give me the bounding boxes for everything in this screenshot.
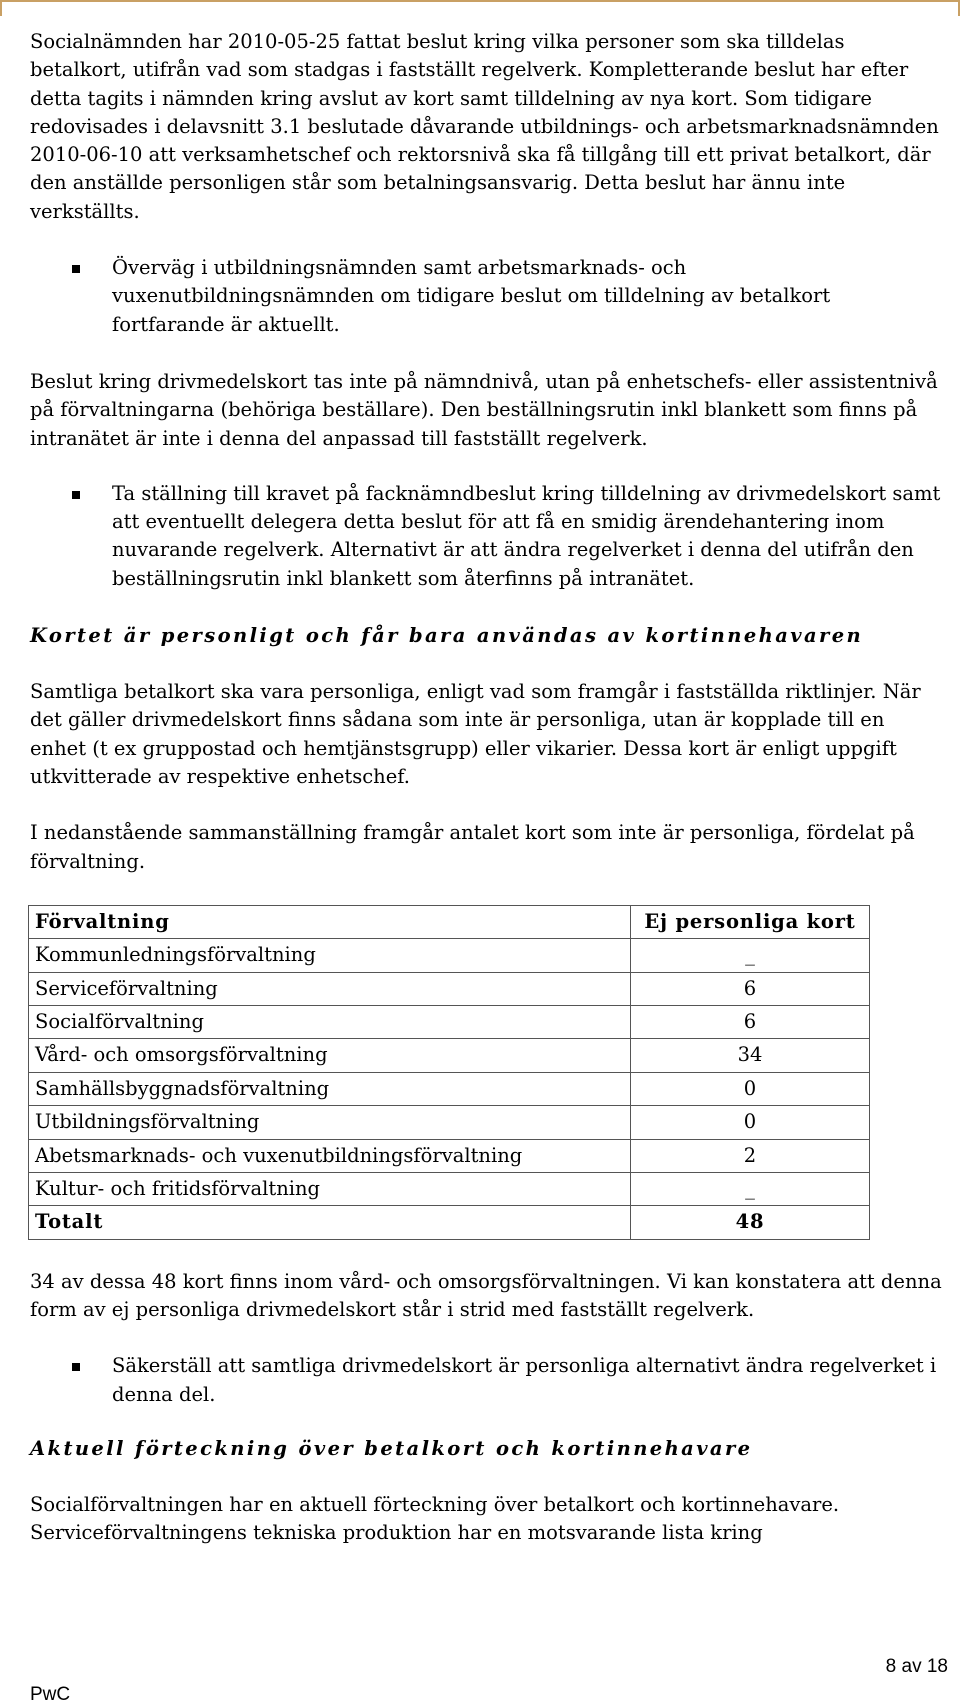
crop-mark-left <box>0 0 2 16</box>
table-row <box>29 1106 870 1139</box>
table-cell: Serviceförvaltning <box>29 972 631 1005</box>
paragraph-sammanstallning: I nedanstående sammanställning framgår antalet kort som inte är personliga, fördelat på förvaltning. <box>30 821 915 873</box>
table-header-cell: Ej personliga kort <box>631 905 870 938</box>
table-cell: Socialförvaltning <box>29 1006 631 1039</box>
table-row <box>29 972 870 1005</box>
table-row <box>29 1173 870 1206</box>
table-cell: 2 <box>631 1139 870 1172</box>
document-body <box>30 28 942 1548</box>
paragraph-drivmedelskort: Beslut kring drivmedelskort tas inte på nämndnivå, utan på enhetschefs- eller assistentnivå på förvaltningarna (behöriga beställare). Den beställningsrutin inkl blankett som finns på intranätet är inte i denna del anpassad till fastställt regelverk. <box>30 369 938 450</box>
paragraph-vard-omsorg: 34 av dessa 48 kort finns inom vård- och omsorgsförvaltningen. Vi kan konstatera att denna form av ej personliga drivmedelskort står i strid med fastställt regelverk. <box>30 1269 942 1322</box>
table-total-row <box>29 1206 870 1239</box>
table-cell: Totalt <box>29 1206 631 1239</box>
table-cell: 0 <box>631 1072 870 1105</box>
recommendation-bullet-3 <box>112 1352 942 1409</box>
section-heading-personligt-kort: Kortet är personligt och får bara användas av kortinnehavaren <box>30 624 864 648</box>
page-top-rule <box>0 0 960 16</box>
table-cell: 6 <box>631 972 870 1005</box>
table-cell: 34 <box>631 1039 870 1072</box>
recommendation-text: Säkerställ att samtliga drivmedelskort är personliga alternativt ändra regelverket i denna del. <box>112 1354 937 1406</box>
table-cell: _ <box>631 1173 870 1206</box>
section-heading-forteckning: Aktuell förteckning över betalkort och kortinnehavare <box>30 1437 753 1461</box>
table-row <box>29 1072 870 1105</box>
paragraph-personliga-kort: Samtliga betalkort ska vara personliga, enligt vad som framgår i fastställda riktlinjer. När det gäller drivmedelskort finns sådana som inte är personliga, utan är kopplade till en enhet (t ex gruppostad och hemtjänstsgrupp) eller vikarier. Dessa kort är enligt uppgift utkvitterade av respektive enhetschef. <box>30 680 921 788</box>
table-cell: Kultur- och fritidsförvaltning <box>29 1173 631 1206</box>
square-bullet-icon <box>72 491 80 499</box>
square-bullet-icon <box>72 265 80 273</box>
paragraph-forteckning: Socialförvaltningen har en aktuell förteckning över betalkort och kortinnehavare. Serviceförvaltningens tekniska produktion har en motsvarande lista kring <box>30 1493 840 1545</box>
table-header-cell: Förvaltning <box>29 905 631 938</box>
table-cell: Kommunledningsförvaltning <box>29 939 631 972</box>
table-cell: Abetsmarknads- och vuxenutbildningsförvaltning <box>29 1139 631 1172</box>
table-header-row <box>29 905 870 938</box>
table-cell: 6 <box>631 1006 870 1039</box>
table-cell: 48 <box>631 1206 870 1239</box>
table-row <box>29 1139 870 1172</box>
table-cell: Utbildningsförvaltning <box>29 1106 631 1139</box>
paragraph-betalkort-beslut: Socialnämnden har 2010-05-25 fattat beslut kring vilka personer som ska tilldelas betalkort, utifrån vad som stadgas i fastställt regelverk. Kompletterande beslut har efter detta tagits i nämnden kring avslut av kort samt tilldelning av nya kort. Som tidigare redovisades i delavsnitt 3.1 beslutade dåvarande utbildnings- och arbetsmarknadsnämnden 2010-06-10 att verksamhetschef och rektorsnivå ska få tillgång till ett privat betalkort, där den anställde personligen står som betalningsansvarig. Detta beslut har ännu inte verkställts. <box>30 30 939 223</box>
cards-table <box>28 905 870 1240</box>
table-row <box>29 939 870 972</box>
table-cell: Vård- och omsorgsförvaltning <box>29 1039 631 1072</box>
footer-brand: PwC <box>30 1684 71 1705</box>
recommendation-text: Överväg i utbildningsnämnden samt arbetsmarknads- och vuxenutbildningsnämnden om tidigare beslut om tilldelning av betalkort fortfarande är aktuellt. <box>112 256 831 336</box>
table-cell: _ <box>631 939 870 972</box>
recommendation-bullet-2 <box>112 480 942 593</box>
page-number: 8 av 18 <box>885 1656 948 1677</box>
table-cell: Samhällsbyggnadsförvaltning <box>29 1072 631 1105</box>
recommendation-text: Ta ställning till kravet på facknämndbeslut kring tilldelning av drivmedelskort samt att eventuellt delegera detta beslut för att få en smidig ärendehantering inom nuvarande regelverk. Alternativt är att ändra regelverket i denna del utifrån den beställningsrutin inkl blankett som återfinns på intranätet. <box>112 481 941 590</box>
recommendation-bullet-1 <box>112 254 942 339</box>
table-row <box>29 1039 870 1072</box>
table-cell: 0 <box>631 1106 870 1139</box>
table-row <box>29 1006 870 1039</box>
square-bullet-icon <box>72 1363 80 1371</box>
